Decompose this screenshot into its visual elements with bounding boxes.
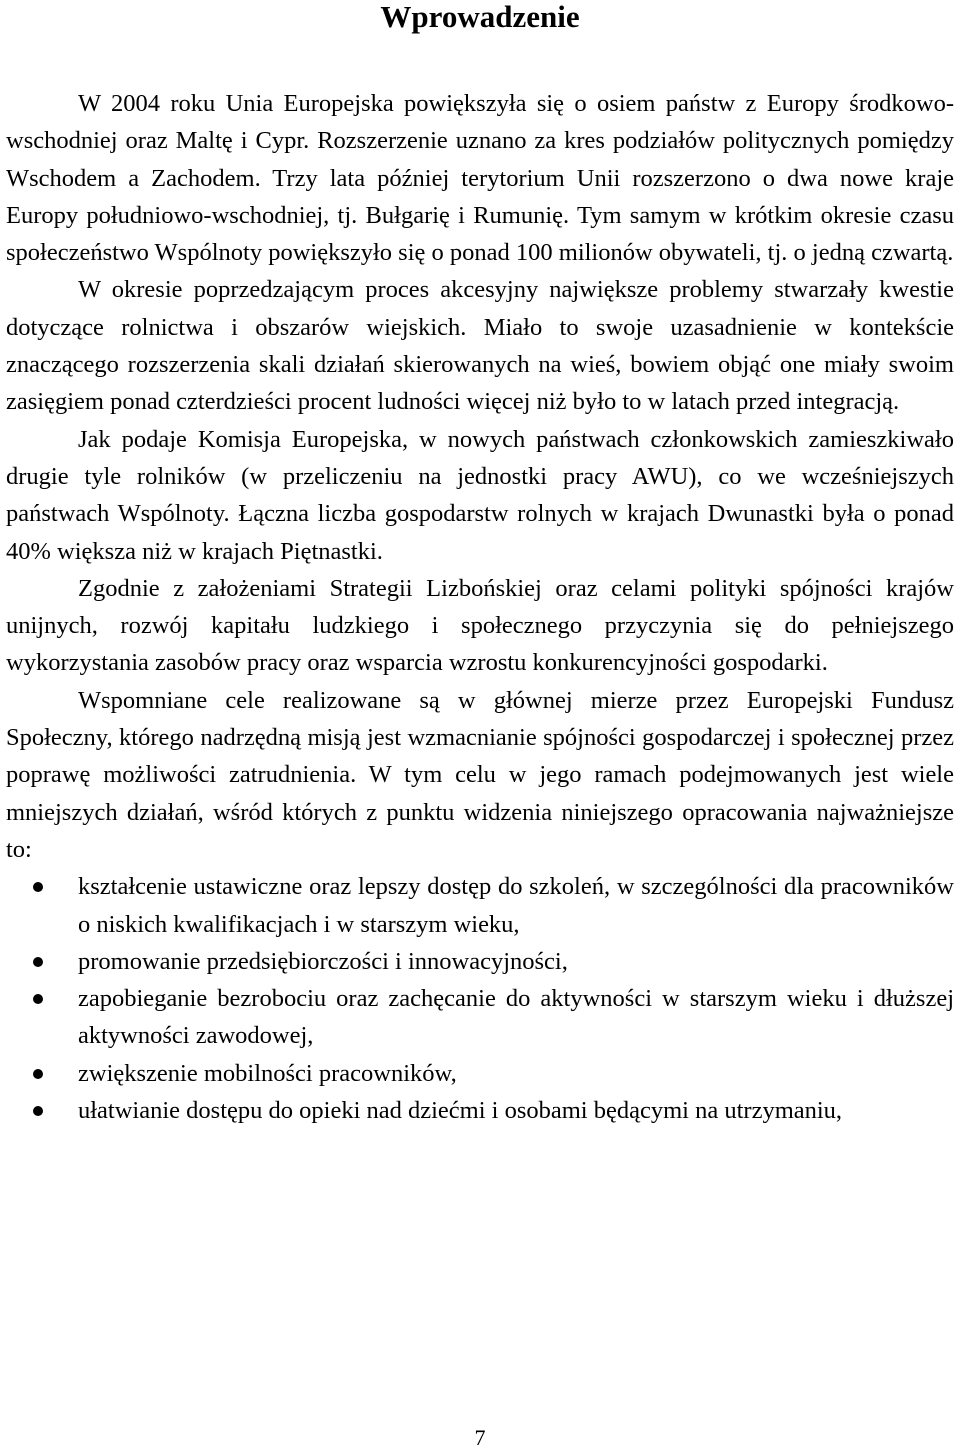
bullet-list (6, 868, 954, 1129)
paragraph-2: W okresie poprzedzającym proces akcesyjny największe problemy stwarzały kwestie dotyczące rolnictwa i obszarów wiejskich. Miało to swoje uzasadnienie w kontekście znaczącego rozszerzenia skali działań skierowanych na wieś, bowiem objąć one miały swoim zasięgiem ponad czterdzieści procent ludności więcej niż było to w latach przed integracją. (6, 276, 954, 416)
paragraph-4: Zgodnie z założeniami Strategii Lizbońskiej oraz celami polityki spójności krajów unijnych, rozwój kapitału ludzkiego i społecznego przyczynia się do pełniejszego wykorzystania zasobów pracy oraz wsparcia wzrostu konkurencyjności gospodarki. (6, 574, 954, 677)
body-text (6, 85, 954, 1129)
bullet-item (6, 1055, 954, 1092)
bullet-item (6, 980, 954, 1055)
paragraph-3: Jak podaje Komisja Europejska, w nowych państwach członkowskich zamieszkiwało drugie tyle rolników (w przeliczeniu na jednostki pracy AWU), co we wcześniejszych państwach Wspólnoty. Łączna liczba gospodarstw rolnych w krajach Dwunastki była o ponad 40% większa niż w krajach Piętnastki. (6, 425, 954, 565)
bullet-text: zapobieganie bezrobociu oraz zachęcanie do aktywności w starszym wieku i dłuższej aktywności zawodowej, (78, 985, 954, 1050)
bullet-icon (33, 882, 43, 892)
bullet-text: ułatwianie dostępu do opieki nad dziećmi i osobami będącymi na utrzymaniu, (78, 1097, 843, 1125)
page-number: 7 (474, 1425, 486, 1450)
bullet-text: zwiększenie mobilności pracowników, (78, 1059, 457, 1087)
paragraph-1: W 2004 roku Unia Europejska powiększyła się o osiem państw z Europy środkowo-wschodniej oraz Maltę i Cypr. Rozszerzenie uznano za kres podziałów politycznych pomiędzy Wschodem a Zachodem. Trzy lata później terytorium Unii rozszerzono o dwa nowe kraje Europy południowo-wschodniej, tj. Bułgarię i Rumunię. Tym samym w krótkim okresie czasu społeczeństwo Wspólnoty powiększyło się o ponad 100 milionów obywateli, tj. o jedną czwartą. (6, 90, 954, 267)
bullet-item (6, 943, 954, 980)
bullet-item (6, 868, 954, 943)
bullet-text: promowanie przedsiębiorczości i innowacyjności, (78, 947, 568, 975)
bullet-icon (33, 994, 43, 1004)
bullet-text: kształcenie ustawiczne oraz lepszy dostęp do szkoleń, w szczególności dla pracowników o niskich kwalifikacjach i w starszym wieku, (78, 873, 954, 938)
paragraph-5: Wspomniane cele realizowane są w głównej mierze przez Europejski Fundusz Społeczny, którego nadrzędną misją jest wzmacnianie spójności gospodarczej i społecznej przez poprawę możliwości zatrudnienia. W tym celu w jego ramach podejmowanych jest wiele mniejszych działań, wśród których z punktu widzenia niniejszego opracowania najważniejsze to: (6, 686, 954, 863)
bullet-icon (33, 1106, 43, 1116)
page-title: Wprowadzenie (380, 0, 580, 34)
bullet-item (6, 1092, 954, 1129)
bullet-icon (33, 957, 43, 967)
bullet-icon (33, 1069, 43, 1079)
